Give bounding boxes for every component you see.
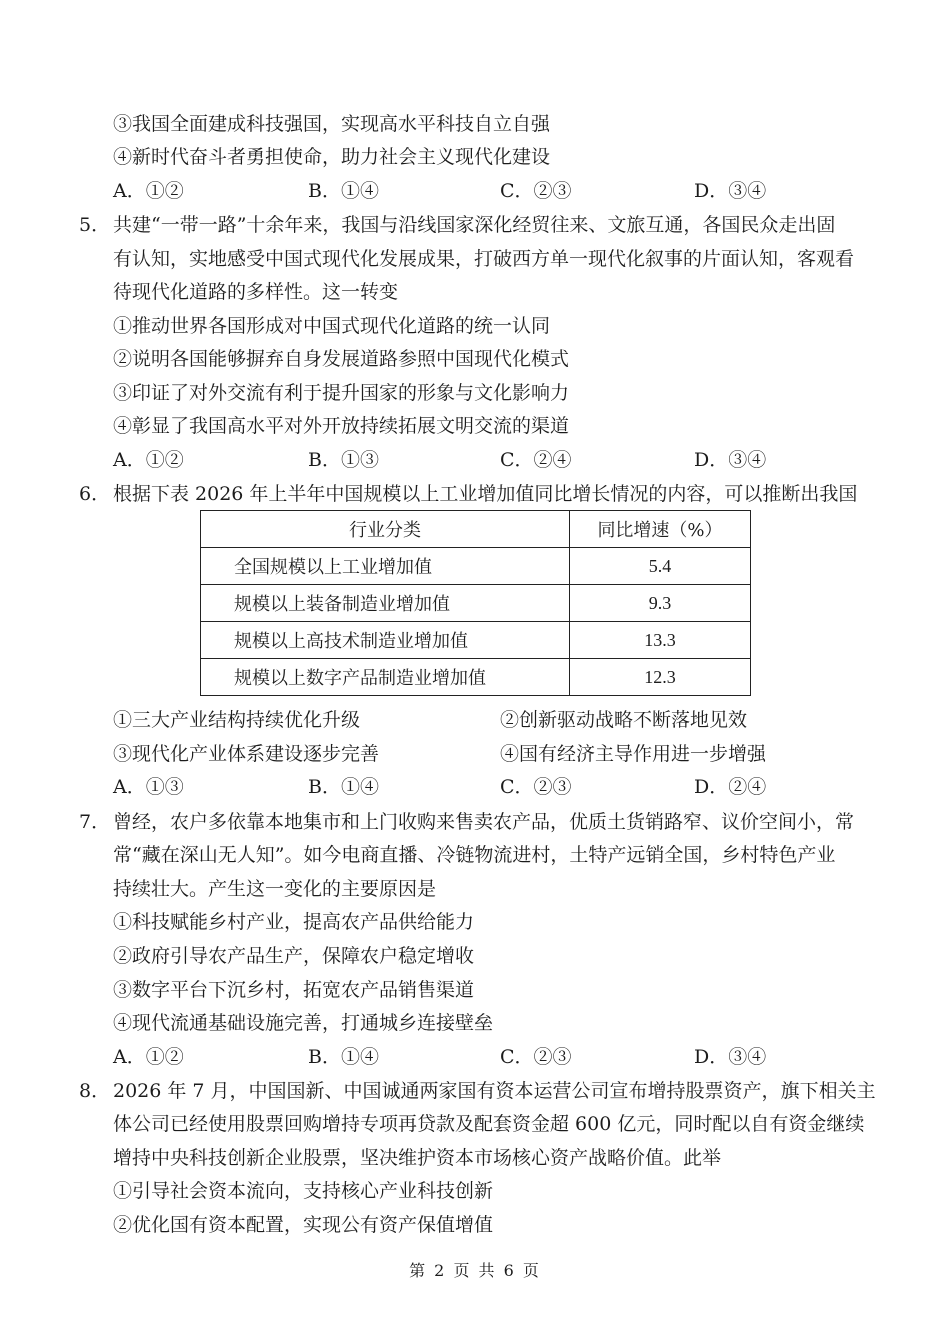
choice-a[interactable]: A．①② xyxy=(113,449,184,471)
choice-a[interactable]: A．①③ xyxy=(113,776,184,798)
choice-c[interactable]: C．②④ xyxy=(500,449,572,471)
choice-d[interactable]: D．③④ xyxy=(694,449,767,471)
question-5-stem-line: 共建“一带一路”十余年来，我国与沿线国家深化经贸往来、文旅互通，各国民众走出固 xyxy=(113,214,836,236)
question-8-stem-line: 增持中央科技创新企业股票，坚决维护资本市场核心资产战略价值。此举 xyxy=(113,1147,722,1169)
question-6-option: ②创新驱动战略不断落地见效 xyxy=(500,709,748,731)
choice-a[interactable]: A．①② xyxy=(113,180,184,202)
question-5-answer-choices xyxy=(113,447,853,473)
choice-d[interactable]: D．②④ xyxy=(694,776,767,798)
question-7-answer-choices xyxy=(113,1044,853,1070)
question-8-option: ②优化国有资本配置，实现公有资产保值增值 xyxy=(113,1214,494,1236)
choice-b[interactable]: B．①③ xyxy=(308,449,379,471)
page-number-footer: 第 2 页 共 6 页 xyxy=(409,1261,541,1280)
option-3: ③我国全面建成科技强国，实现高水平科技自立自强 xyxy=(113,113,551,135)
question-5-option: ③印证了对外交流有利于提升国家的形象与文化影响力 xyxy=(113,382,570,404)
choice-d[interactable]: D．③④ xyxy=(694,1046,767,1068)
choice-c[interactable]: C．②③ xyxy=(500,1046,572,1068)
table-header-row xyxy=(201,511,751,548)
choice-c[interactable]: C．②③ xyxy=(500,180,572,202)
question-6-option-row xyxy=(113,741,813,767)
table-cell-category: 全国规模以上工业增加值 xyxy=(201,548,570,585)
question-5-option: ②说明各国能够摒弃自身发展道路参照中国现代化模式 xyxy=(113,348,570,370)
question-6-number: 6． xyxy=(79,483,111,505)
choice-a[interactable]: A．①② xyxy=(113,1046,184,1068)
question-5-option: ①推动世界各国形成对中国式现代化道路的统一认同 xyxy=(113,315,551,337)
question-7-number: 7． xyxy=(79,811,111,833)
table-cell-category: 规模以上装备制造业增加值 xyxy=(201,585,570,622)
question-7-stem-line: 持续壮大。产生这一变化的主要原因是 xyxy=(113,878,437,900)
question-6-option: ①三大产业结构持续优化升级 xyxy=(113,709,361,731)
question-6-option-row xyxy=(113,707,813,733)
table-row xyxy=(201,622,751,659)
table-cell-category: 规模以上数字产品制造业增加值 xyxy=(201,659,570,696)
question-5-stem-line: 待现代化道路的多样性。这一转变 xyxy=(113,281,399,303)
answer-choices xyxy=(113,178,853,204)
table-row xyxy=(201,548,751,585)
question-7-stem-line: 曾经，农户多依靠本地集市和上门收购来售卖农产品，优质土货销路窄、议价空间小，常 xyxy=(113,811,855,833)
question-6-stem-line: 根据下表 2026 年上半年中国规模以上工业增加值同比增长情况的内容，可以推断出我国 xyxy=(113,483,858,505)
question-8-option: ①引导社会资本流向，支持核心产业科技创新 xyxy=(113,1180,494,1202)
choice-b[interactable]: B．①④ xyxy=(308,1046,379,1068)
choice-b[interactable]: B．①④ xyxy=(308,180,379,202)
question-5-option: ④彰显了我国高水平对外开放持续拓展文明交流的渠道 xyxy=(113,415,570,437)
table-header-category: 行业分类 xyxy=(201,511,570,548)
option-4: ④新时代奋斗者勇担使命，助力社会主义现代化建设 xyxy=(113,146,551,168)
table-row xyxy=(201,585,751,622)
table-cell-value: 12.3 xyxy=(570,659,751,696)
choice-c[interactable]: C．②③ xyxy=(500,776,572,798)
question-5-stem-line: 有认知，实地感受中国式现代化发展成果，打破西方单一现代化叙事的片面认知，客观看 xyxy=(113,248,855,270)
table-cell-category: 规模以上高技术制造业增加值 xyxy=(201,622,570,659)
question-7-option: ①科技赋能乡村产业，提高农产品供给能力 xyxy=(113,911,475,933)
choice-b[interactable]: B．①④ xyxy=(308,776,379,798)
question-7-option: ④现代流通基础设施完善，打通城乡连接壁垒 xyxy=(113,1012,494,1034)
question-6-option: ④国有经济主导作用进一步增强 xyxy=(500,743,767,765)
question-6-answer-choices xyxy=(113,774,853,800)
question-8-stem-line: 2026 年 7 月，中国国新、中国诚通两家国有资本运营公司宣布增持股票资产，旗下相关主 xyxy=(113,1080,876,1102)
table-row xyxy=(201,659,751,696)
question-8-number: 8． xyxy=(79,1080,111,1102)
question-7-option: ②政府引导农产品生产，保障农户稳定增收 xyxy=(113,945,475,967)
question-6-option: ③现代化产业体系建设逐步完善 xyxy=(113,743,380,765)
industrial-growth-table xyxy=(200,510,751,696)
question-5-number: 5． xyxy=(79,214,111,236)
table-cell-value: 13.3 xyxy=(570,622,751,659)
question-8-stem-line: 体公司已经使用股票回购增持专项再贷款及配套资金超 600 亿元，同时配以自有资金继续 xyxy=(113,1113,865,1135)
question-7-option: ③数字平台下沉乡村，拓宽农产品销售渠道 xyxy=(113,979,475,1001)
table-cell-value: 5.4 xyxy=(570,548,751,585)
table-header-growth: 同比增速（%） xyxy=(570,511,751,548)
question-7-stem-line: 常“藏在深山无人知”。如今电商直播、冷链物流进村，土特产远销全国，乡村特色产业 xyxy=(113,844,836,866)
choice-d[interactable]: D．③④ xyxy=(694,180,767,202)
table-cell-value: 9.3 xyxy=(570,585,751,622)
